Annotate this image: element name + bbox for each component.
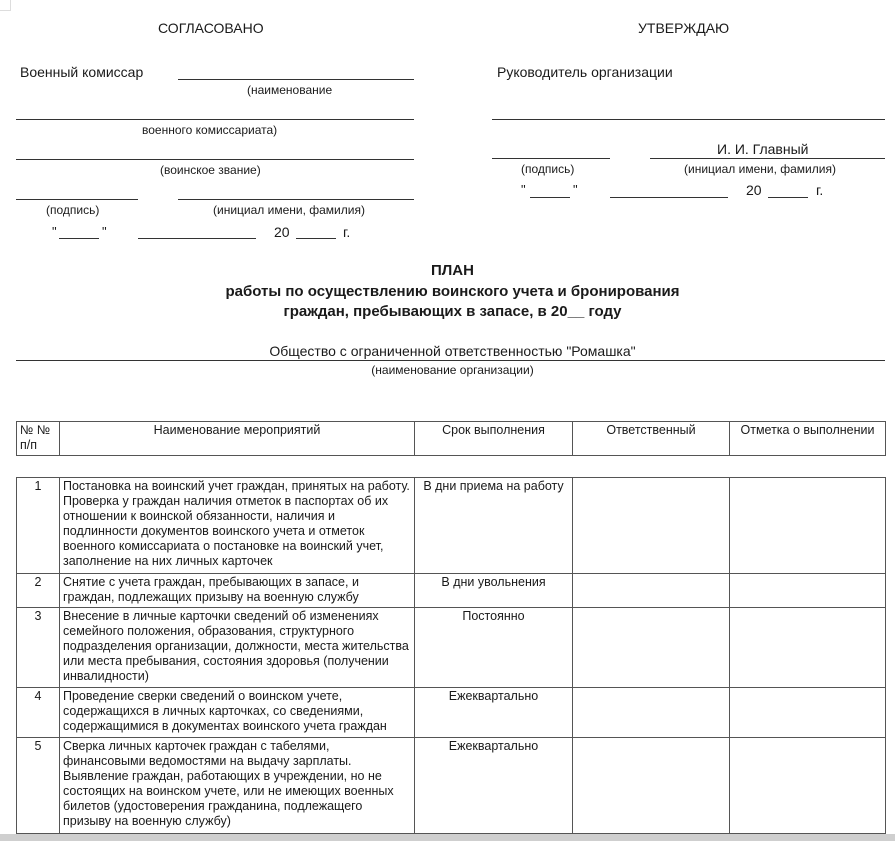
- right-sign-line: [492, 158, 610, 159]
- right-month-line: [610, 197, 728, 198]
- horizontal-scrollbar[interactable]: [0, 834, 895, 841]
- left-date-quote-close: ": [102, 224, 107, 239]
- right-date-quote-open: ": [521, 182, 526, 197]
- header-responsible: Ответственный: [573, 422, 730, 456]
- left-year-suffix: г.: [343, 224, 351, 240]
- row-responsible: [573, 574, 730, 608]
- plan-table-header: [16, 421, 886, 456]
- row-num: 5: [17, 738, 60, 834]
- plan-title: ПЛАН: [431, 262, 474, 279]
- right-initials-line: [650, 158, 885, 159]
- row-term: В дни приема на работу: [415, 478, 573, 574]
- row-responsible: [573, 478, 730, 574]
- left-hint-initials: (инициал имени, фамилия): [213, 203, 365, 217]
- organization-name: Общество с ограниченной ответственностью "Ромашка": [269, 343, 636, 359]
- row-mark: [730, 574, 886, 608]
- header-mark: Отметка о выполнении: [730, 422, 886, 456]
- left-hint-rank: (воинское звание): [160, 163, 261, 177]
- left-date-quote-open: ": [52, 224, 57, 239]
- left-hint-sign: (подпись): [46, 203, 100, 217]
- header-num: № № п/п: [17, 422, 60, 456]
- right-year-suffix: г.: [816, 182, 824, 198]
- left-hint-name-2: военного комиссариата): [142, 123, 278, 137]
- plan-subtitle-1: работы по осуществлению воинского учета и бронирования: [225, 283, 680, 300]
- row-name: Сверка личных карточек граждан с табелями, финансовыми ведомостями на выдачу зарплаты. Выявление граждан, работающих в учреждении, но не состоящих на воинском учете, или не имеющих военных билетов (удостоверения гражданина, подлежащего призыву на военную службу): [60, 738, 415, 834]
- left-sign-line: [16, 199, 138, 200]
- left-month-line: [138, 238, 256, 239]
- left-rank-line: [16, 159, 414, 160]
- row-num: 2: [17, 574, 60, 608]
- row-num: 3: [17, 608, 60, 688]
- right-hint-initials: (инициал имени, фамилия): [684, 162, 836, 176]
- row-responsible: [573, 608, 730, 688]
- left-hint-name: (наименование: [247, 83, 333, 97]
- header-term: Срок выполнения: [415, 422, 573, 456]
- row-name: Снятие с учета граждан, пребывающих в запасе, и граждан, подлежащих призыву на военную службу: [60, 574, 415, 608]
- left-year-line: [296, 238, 336, 239]
- table-row: [17, 478, 886, 574]
- row-term: Ежеквартально: [415, 688, 573, 738]
- table-row: [17, 688, 886, 738]
- left-year: 20: [274, 224, 290, 240]
- right-day-line: [530, 197, 570, 198]
- right-date-quote-close: ": [573, 182, 578, 197]
- right-heading: УТВЕРЖДАЮ: [638, 20, 730, 36]
- row-responsible: [573, 688, 730, 738]
- organization-hint: (наименование организации): [371, 363, 534, 377]
- left-day-line: [59, 238, 99, 239]
- left-name-line-2: [16, 119, 414, 120]
- left-heading: СОГЛАСОВАНО: [158, 20, 264, 36]
- table-row: [17, 738, 886, 834]
- table-row: [17, 608, 886, 688]
- row-num: 4: [17, 688, 60, 738]
- left-label: Военный комиссар: [20, 64, 144, 80]
- table-row: [17, 574, 886, 608]
- header-name: Наименование мероприятий: [60, 422, 415, 456]
- row-mark: [730, 478, 886, 574]
- row-term: Постоянно: [415, 608, 573, 688]
- row-name: Внесение в личные карточки сведений об изменениях семейного положения, образования, структурного подразделения организации, должности, места жительства или места пребывания, состояния здоровья (получении инвалидности): [60, 608, 415, 688]
- right-hint-sign: (подпись): [521, 162, 575, 176]
- right-year: 20: [746, 182, 762, 198]
- row-num: 1: [17, 478, 60, 574]
- row-term: В дни увольнения: [415, 574, 573, 608]
- row-term: Ежеквартально: [415, 738, 573, 834]
- row-mark: [730, 608, 886, 688]
- right-year-line: [768, 197, 808, 198]
- right-signer: И. И. Главный: [717, 141, 809, 157]
- organization-line: [16, 360, 885, 361]
- row-responsible: [573, 738, 730, 834]
- plan-subtitle-2: граждан, пребывающих в запасе, в 20__ году: [283, 303, 622, 320]
- left-name-line: [178, 79, 414, 80]
- row-mark: [730, 688, 886, 738]
- page-corner: [0, 0, 11, 11]
- right-label: Руководитель организации: [497, 64, 673, 80]
- row-name: Проведение сверки сведений о воинском учете, содержащихся в личных карточках, со сведениями, содержащимися в документах воинского учета граждан: [60, 688, 415, 738]
- row-name: Постановка на воинский учет граждан, принятых на работу. Проверка у граждан наличия отметок в паспортах об их отношении к воинской обязанности, наличия и подлинности документов воинского учета и отметок военного комиссариата о постановке на воинский учет, заполнение на них личных карточек: [60, 478, 415, 574]
- plan-table-body: [16, 477, 886, 834]
- row-mark: [730, 738, 886, 834]
- left-initials-line: [178, 199, 414, 200]
- right-line-1: [492, 119, 885, 120]
